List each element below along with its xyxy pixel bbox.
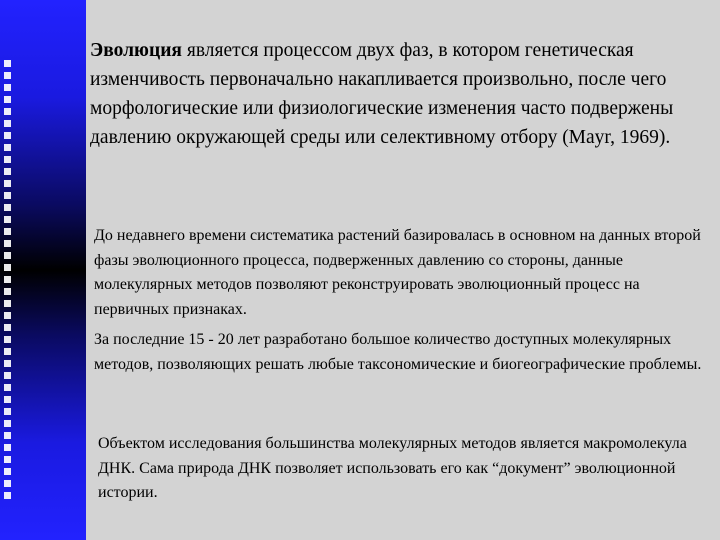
slide-content [86, 0, 720, 540]
definition-text: является процессом двух фаз, в котором генетическая изменчивость первоначально накапливается произвольно, после чего морфологические или физиологические изменения часто подвержены давлению окружающей среды или селективному отбору (Mayr, 1969). [90, 40, 674, 148]
paragraph-plant-systematics: До недавнего времени систематика растений базировалась в основном на данных второй фазы эволюционного процесса, подверженных давлению со стороны, данные молекулярных методов позволяют реконструировать эволюционный процесс на первичных признаках. [94, 227, 701, 318]
paragraph-dna-object: Объектом исследования большинства молекулярных методов является макромолекула ДНК. Сама природа ДНК позволяет использовать его как “документ” эволюционной истории. [98, 435, 687, 501]
term-evolution: Эволюция [90, 40, 182, 61]
bullet-squares-decoration [4, 60, 16, 500]
paragraph-evolution-definition [90, 36, 708, 152]
left-gradient-bar [0, 0, 86, 540]
paragraph-molecular-methods: За последние 15 - 20 лет разработано большое количество доступных молекулярных методов, позволяющих решать любые таксономические и биогеографические проблемы. [94, 331, 702, 373]
